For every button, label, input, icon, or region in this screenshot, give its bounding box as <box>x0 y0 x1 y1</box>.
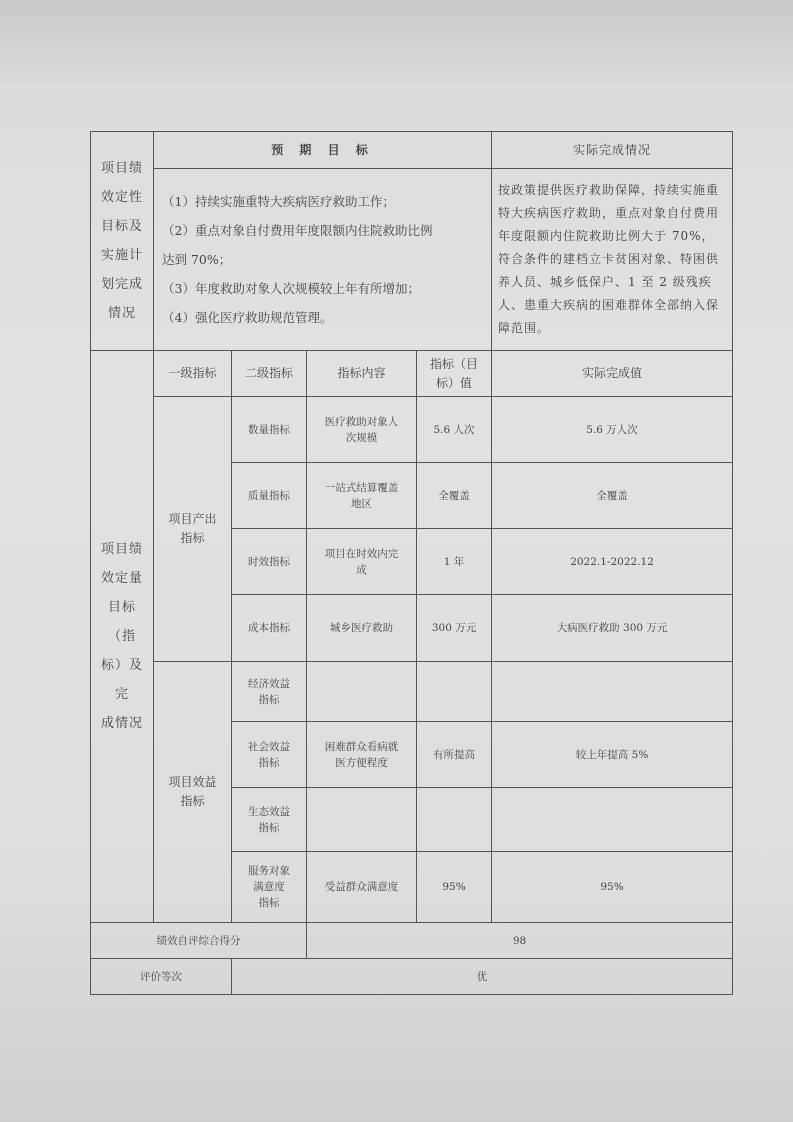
table-row <box>91 397 733 463</box>
actual-cell: 全覆盖 <box>492 463 733 529</box>
content-cell: 受益群众满意度 <box>307 852 417 923</box>
target-cell <box>417 788 492 852</box>
output-indicator-group: 项目产出 指标 <box>154 397 232 662</box>
score-label: 绩效自评综合得分 <box>91 923 307 959</box>
actual-completion-header: 实际完成情况 <box>492 132 733 169</box>
actual-cell <box>492 788 733 852</box>
section1-header-row <box>91 132 733 169</box>
score-row <box>91 923 733 959</box>
actual-cell: 95% <box>492 852 733 923</box>
target-cell: 全覆盖 <box>417 463 492 529</box>
target-cell: 300 万元 <box>417 595 492 662</box>
section1-content-row <box>91 169 733 351</box>
col-level2-header: 二级指标 <box>232 351 307 397</box>
level2-cell: 社会效益 指标 <box>232 722 307 788</box>
goal-item: （1）持续实施重特大疾病医疗救助工作； <box>162 194 395 209</box>
actual-completion-text: 按政策提供医疗救助保障，持续实施重特大疾病医疗救助，重点对象自付费用年度限额内住院救助比例大于 70%，符合条件的建档立卡贫困对象、特困供养人员、城乡低保户、1 至 2 级残疾人、患重大疾病的困难群体全部纳入保障范围。 <box>492 169 733 351</box>
score-value: 98 <box>307 923 733 959</box>
grade-row <box>91 959 733 995</box>
actual-cell <box>492 662 733 722</box>
actual-cell: 2022.1-2022.12 <box>492 529 733 595</box>
actual-cell: 较上年提高 5% <box>492 722 733 788</box>
performance-evaluation-table <box>90 131 733 995</box>
expected-goals-header: 预 期 目 标 <box>154 132 492 169</box>
target-cell <box>417 662 492 722</box>
goal-item: （3）年度救助对象人次规模较上年有所增加； <box>162 281 420 296</box>
level2-cell: 成本指标 <box>232 595 307 662</box>
section2-column-header-row <box>91 351 733 397</box>
target-cell: 95% <box>417 852 492 923</box>
level2-cell: 数量指标 <box>232 397 307 463</box>
table-row <box>91 662 733 722</box>
goal-item: （4）强化医疗救助规范管理。 <box>162 310 333 325</box>
content-cell: 医疗救助对象人 次规模 <box>307 397 417 463</box>
level2-cell: 时效指标 <box>232 529 307 595</box>
section2-label: 项目绩 效定量 目标（指 标）及完 成情况 <box>91 351 154 923</box>
goal-item: （2）重点对象自付费用年度限额内住院救助比例 <box>162 223 433 238</box>
expected-goals-list <box>154 169 492 351</box>
target-cell: 有所提高 <box>417 722 492 788</box>
col-target-header: 指标（目 标）值 <box>417 351 492 397</box>
level2-cell: 服务对象 满意度 指标 <box>232 852 307 923</box>
grade-label: 评价等次 <box>91 959 232 995</box>
level2-cell: 质量指标 <box>232 463 307 529</box>
content-cell: 一站式结算覆盖 地区 <box>307 463 417 529</box>
level2-cell: 生态效益 指标 <box>232 788 307 852</box>
section1-label: 项目绩 效定性 目标及 实施计 划完成 情况 <box>91 132 154 351</box>
grade-value: 优 <box>232 959 733 995</box>
col-actual-header: 实际完成值 <box>492 351 733 397</box>
actual-cell: 大病医疗救助 300 万元 <box>492 595 733 662</box>
col-content-header: 指标内容 <box>307 351 417 397</box>
content-cell: 项目在时效内完 成 <box>307 529 417 595</box>
benefit-indicator-group: 项目效益 指标 <box>154 662 232 923</box>
level2-cell: 经济效益 指标 <box>232 662 307 722</box>
content-cell <box>307 662 417 722</box>
content-cell: 城乡医疗救助 <box>307 595 417 662</box>
target-cell: 5.6 人次 <box>417 397 492 463</box>
target-cell: 1 年 <box>417 529 492 595</box>
col-level1-header: 一级指标 <box>154 351 232 397</box>
content-cell: 困难群众看病就 医方便程度 <box>307 722 417 788</box>
goal-item: 达到 70%； <box>162 252 232 267</box>
content-cell <box>307 788 417 852</box>
actual-cell: 5.6 万人次 <box>492 397 733 463</box>
